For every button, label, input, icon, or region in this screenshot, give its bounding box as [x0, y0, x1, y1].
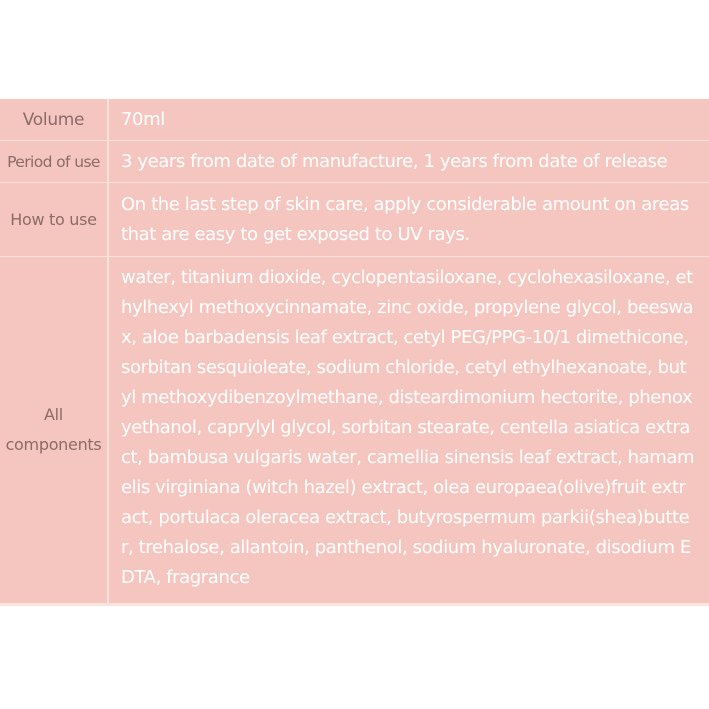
how-to-use-value: On the last step of skin care, apply considerable amount on areas that are easy to get exposed to UV rays.: [121, 194, 689, 245]
table-row-period-of-use: [0, 141, 709, 183]
all-components-label-line1: All: [44, 405, 63, 424]
how-to-use-label: How to use: [10, 209, 97, 229]
volume-label: Volume: [22, 109, 85, 130]
product-spec-table: [0, 99, 709, 606]
volume-value: 70ml: [121, 109, 165, 130]
all-components-value: water, titanium dioxide, cyclopentasiloxane, cyclohexasiloxane, ethylhexyl methoxycinnamate, zinc oxide, propylene glycol, beeswax, aloe barbadensis leaf extract, cetyl PEG/PPG-10/1 dimethicone, sorbitan sesquioleate, sodium chloride, cetyl ethylhexanoate, butyl methoxydibenzoylmethane, disteardimonium hectorite, phenoxyethanol, caprylyl glycol, sorbitan stearate, centella asiatica extract, bambusa vulgaris water, camellia sinensis leaf extract, hamamelis virginiana (witch hazel) extract, olea europaea(olive)fruit extract, portulaca oleracea extract, butyrospermum parkii(shea)butter, trehalose, allantoin, panthenol, sodium hyaluronate, disodium EDTA, fragrance: [121, 267, 695, 588]
table-row-all-components: [0, 257, 709, 606]
table-row-how-to-use: [0, 183, 709, 257]
all-components-label: [0, 257, 107, 603]
all-components-label-line2: components: [5, 435, 102, 454]
period-of-use-label: Period of use: [7, 152, 100, 171]
period-of-use-value: 3 years from date of manufacture, 1 years from date of release: [121, 151, 668, 172]
table-row-volume: [0, 99, 709, 141]
